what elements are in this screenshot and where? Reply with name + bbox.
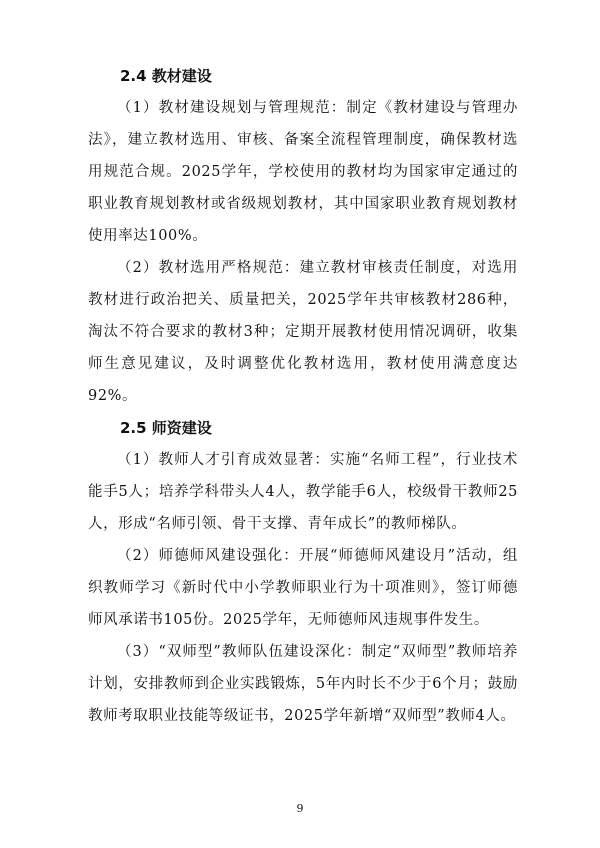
paragraph-textbook-selection: （2）教材选用严格规范：建立教材审核责任制度，对选用教材进行政治把关、质量把关，2025学年共审核教材286种，淘汰不符合要求的教材3种；定期开展教材使用情况调研，收集师生意见建议，及时调整优化教材选用，教材使用满意度达92%。	[88, 260, 518, 404]
page-content	[88, 60, 518, 732]
page-number: 9	[296, 802, 304, 815]
section-heading-2-5: 2.5 师资建设	[120, 419, 212, 437]
paragraph-textbook-planning: （1）教材建设规划与管理规范：制定《教材建设与管理办法》，建立教材选用、审核、备案全流程管理制度，确保教材选用规范合规。2025学年，学校使用的教材均为国家审定通过的职业教育规划教材或省级规划教材，其中国家职业教育规划教材使用率达100%。	[88, 100, 518, 244]
paragraph-teacher-talent: （1）教师人才引育成效显著：实施“名师工程”，行业技术能手5人；培养学科带头人4人，教学能手6人，校级骨干教师25人，形成“名师引领、骨干支撑、青年成长”的教师梯队。	[88, 452, 518, 532]
section-heading-2-4: 2.4 教材建设	[120, 67, 212, 85]
paragraph-dual-qualified-teachers: （3）“双师型”教师队伍建设深化：制定“双师型”教师培养计划，安排教师到企业实践锻炼，5年内时长不少于6个月；鼓励教师考取职业技能等级证书，2025学年新增“双师型”教师4人。	[88, 644, 518, 724]
paragraph-teacher-ethics: （2）师德师风建设强化：开展“师德师风建设月”活动，组织教师学习《新时代中小学教师职业行为十项准则》，签订师德师风承诺书105份。2025学年，无师德师风违规事件发生。	[88, 548, 518, 628]
